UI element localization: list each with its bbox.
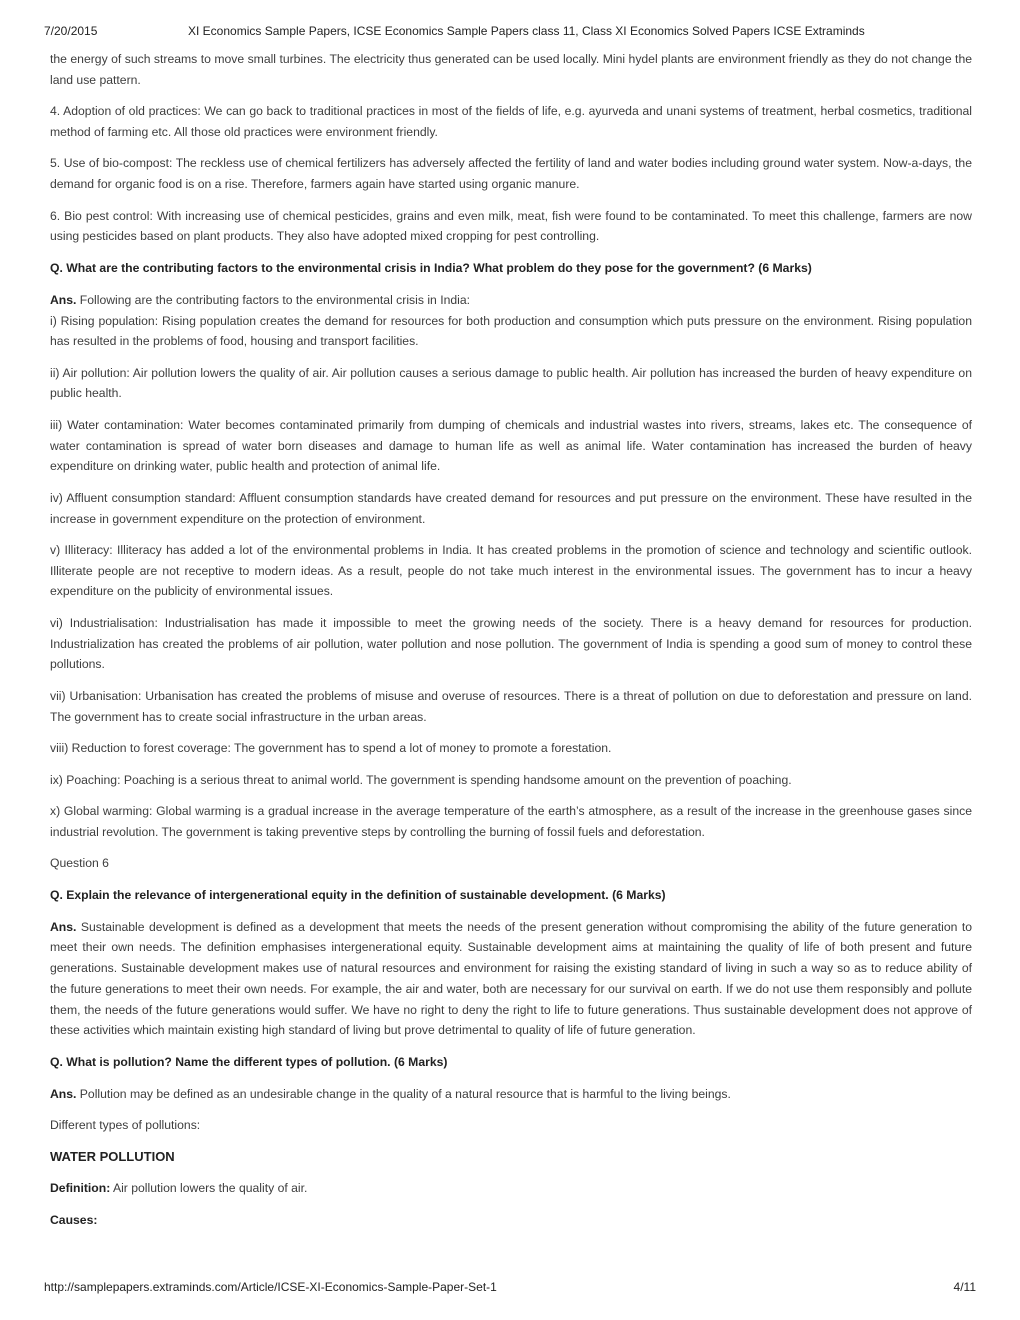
factor-forest-coverage: viii) Reduction to forest coverage: The government has to spend a lot of money to promote a forestation.	[50, 741, 612, 756]
answer-crisis-intro	[50, 290, 972, 311]
definition-text: Air pollution lowers the quality of air.	[110, 1181, 308, 1196]
question-pollution: Q. What is pollution? Name the different types of pollution. (6 Marks)	[50, 1054, 448, 1069]
causes-line	[50, 1210, 972, 1231]
answer-crisis-intro-text: Following are the contributing factors to the environmental crisis in India:	[76, 292, 471, 307]
question-environmental-crisis: Q. What are the contributing factors to the environmental crisis in India? What problem do they pose for the government? (6 Marks)	[50, 260, 812, 275]
factor-affluent-consumption: iv) Affluent consumption standard: Affluent consumption standards have created demand for resources and put pressure on the environment. These have resulted in the increase in government expenditure on the protection of environment.	[50, 490, 972, 526]
page-header	[44, 24, 976, 40]
factor-air-pollution: ii) Air pollution: Air pollution lowers the quality of air. Air pollution causes a serious damage to public health. Air pollution has increased the burden of heavy expenditure on public health.	[50, 365, 972, 401]
answer-equity-text: Sustainable development is defined as a development that meets the needs of the present generation without compromising the ability of the future generation to meet their own needs. The definition emphasises intergenerational equity. Sustainable development aims at maintaining the quality of life of both present and future generations. Sustainable development makes use of natural resources and environment for raising the existing standard of living in such a way so as to reduce ability of the future generations to meet their own needs. For example, the air and water, both are necessary for our survival on earth. If we do not use them responsibly and pollute them, the needs of the future generations would suffer. We have no right to deny the right to life to future generations. Thus sustainable development does not approve of these activities which maintain existing high standard of living but prove detrimental to quality of life of future generation.	[50, 919, 972, 1038]
print-date: 7/20/2015	[44, 24, 98, 38]
factor-population: i) Rising population: Rising population creates the demand for resources for both production and consumption which puts pressure on the environment. Rising population has resulted in the problems of food, housing and transport facilities.	[50, 313, 972, 349]
ans-label: Ans.	[50, 1086, 77, 1101]
question-number-label: Question 6	[50, 856, 109, 871]
paragraph-hydel: the energy of such streams to move small turbines. The electricity thus generated can be used locally. Mini hydel plants are environment friendly as they do not change the land use pattern.	[50, 52, 972, 87]
factor-urbanisation: vii) Urbanisation: Urbanisation has created the problems of misuse and overuse of resources. There is a threat of pollution on due to deforestation and pressure on land. The government has to create social infrastructure in the urban areas.	[50, 688, 972, 724]
factor-industrialisation: vi) Industrialisation: Industrialisation has made it impossible to meet the growing needs of the society. There is a heavy demand for resources for production. Industrialization has created the problems of air pollution, water pollution and nose pollution. The government of India is spending a good sum of money to control these pollutions.	[50, 615, 972, 672]
causes-label: Causes:	[50, 1212, 98, 1227]
page-number: 4/11	[953, 1280, 976, 1294]
definition-label: Definition:	[50, 1181, 111, 1196]
page-footer	[44, 1280, 976, 1296]
page-url: http://samplepapers.extraminds.com/Article/ICSE-XI-Economics-Sample-Paper-Set-1	[44, 1280, 497, 1294]
factor-water-contamination: iii) Water contamination: Water becomes contaminated primarily from dumping of chemicals and industrial wastes into rivers, streams, lakes etc. The consequence of water contamination is spread of water born diseases and damage to human life as well as animal life. Water contamination has increased the burden of heavy expenditure on drinking water, public health and protection of animal life.	[50, 417, 972, 474]
paragraph-old-practices: 4. Adoption of old practices: We can go back to traditional practices in most of the fields of life, e.g. ayurveda and unani systems of treatment, herbal cosmetics, traditional method of farming etc. All those old practices were environment friendly.	[50, 104, 972, 139]
definition-line	[50, 1178, 972, 1199]
page-title: XI Economics Sample Papers, ICSE Economics Sample Papers class 11, Class XI Economics Solved Papers ICSE Extraminds	[188, 24, 865, 38]
factor-poaching: ix) Poaching: Poaching is a serious threat to animal world. The government is spending handsome amount on the prevention of poaching.	[50, 772, 792, 787]
answer-pollution-text: Pollution may be defined as an undesirable change in the quality of a natural resource that is harmful to the living beings.	[76, 1086, 731, 1101]
heading-water-pollution: WATER POLLUTION	[50, 1148, 175, 1164]
types-of-pollution-intro: Different types of pollutions:	[50, 1118, 201, 1133]
ans-label: Ans.	[50, 919, 77, 934]
answer-intergenerational-equity	[50, 917, 972, 1041]
question-intergenerational-equity: Q. Explain the relevance of intergenerational equity in the definition of sustainable development. (6 Marks)	[50, 887, 666, 902]
paragraph-bio-compost: 5. Use of bio-compost: The reckless use of chemical fertilizers has adversely affected the fertility of land and water bodies including ground water system. Now-a-days, the demand for organic food is on a rise. Therefore, farmers again have started using organic manure.	[50, 156, 972, 192]
factor-illiteracy: v) Illiteracy: Illiteracy has added a lot of the environmental problems in India. It has created problems in the promotion of science and technology and scientific outlook. Illiterate people are not receptive to modern ideas. As a result, people do not take much interest in the environmental issues. The government has to incur a heavy expenditure on the publicity of environmental issues.	[50, 543, 972, 599]
ans-label: Ans.	[50, 292, 77, 307]
factor-global-warming: x) Global warming: Global warming is a gradual increase in the average temperature of the earth’s atmosphere, as a result of the increase in the greenhouse gases since industrial revolution. The government is taking preventive steps by controlling the burning of fossil fuels and deforestation.	[50, 804, 972, 839]
article-body	[50, 49, 972, 1241]
answer-pollution	[50, 1084, 972, 1105]
paragraph-bio-pest: 6. Bio pest control: With increasing use of chemical pesticides, grains and even milk, meat, fish were found to be contaminated. To meet this challenge, farmers are now using pesticides based on plant products. They also have adopted mixed cropping for pest controlling.	[50, 208, 972, 244]
